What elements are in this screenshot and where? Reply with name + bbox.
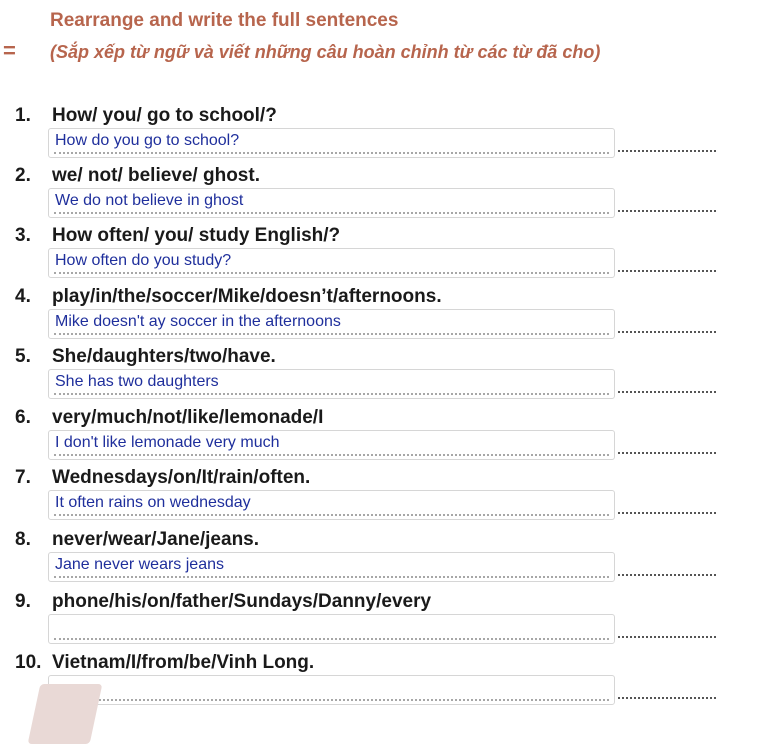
- answer-field[interactable]: [48, 309, 615, 339]
- exercise-item: [0, 225, 761, 285]
- question-text: Vietnam/I/from/be/Vinh Long.: [52, 652, 315, 673]
- question-prompt: [15, 105, 277, 127]
- question-prompt: [15, 346, 276, 368]
- question-text: Wednesdays/on/It/rain/often.: [52, 467, 311, 488]
- answer-field[interactable]: [48, 369, 615, 399]
- exercise-item: [0, 407, 761, 467]
- question-text: phone/his/on/father/Sundays/Danny/every: [52, 591, 432, 612]
- exercise-item: [0, 286, 761, 346]
- dotted-line-tail: [618, 331, 716, 333]
- answer-dotted-line: [54, 638, 609, 640]
- question-text: How often/ you/ study English/?: [52, 225, 341, 246]
- question-prompt: [15, 165, 260, 187]
- answer-field[interactable]: [48, 188, 615, 218]
- question-number: 5.: [15, 346, 31, 367]
- answer-field[interactable]: [48, 248, 615, 278]
- dotted-line-tail: [618, 512, 716, 514]
- answer-text: We do not believe in ghost: [55, 192, 244, 209]
- question-number: 2.: [15, 165, 31, 186]
- answer-text: Mike doesn't ay soccer in the afternoons: [55, 313, 341, 330]
- answer-text: It often rains on wednesday: [55, 494, 251, 511]
- question-text: very/much/not/like/lemonade/I: [52, 407, 324, 428]
- exercise-item: [0, 652, 761, 712]
- answer-text: Jane never wears jeans: [55, 556, 224, 573]
- question-prompt: [15, 591, 431, 613]
- answer-field[interactable]: [48, 490, 615, 520]
- question-number: 1.: [15, 105, 31, 126]
- section-marker: =: [3, 38, 16, 63]
- exercise-item: [0, 467, 761, 527]
- question-text: we/ not/ believe/ ghost.: [52, 165, 260, 186]
- answer-text: I don't like lemonade very much: [55, 434, 280, 451]
- question-prompt: [15, 529, 259, 551]
- answer-dotted-line: [54, 212, 609, 214]
- dotted-line-tail: [618, 574, 716, 576]
- exercise-item: [0, 529, 761, 589]
- answer-dotted-line: [54, 152, 609, 154]
- worksheet-title: Rearrange and write the full sentences: [50, 10, 399, 31]
- exercise-item: [0, 165, 761, 225]
- decorative-shape: [28, 684, 103, 744]
- answer-field[interactable]: [48, 614, 615, 644]
- question-prompt: [15, 467, 310, 489]
- answer-text: How often do you study?: [55, 252, 232, 269]
- question-text: never/wear/Jane/jeans.: [52, 529, 260, 550]
- answer-dotted-line: [54, 393, 609, 395]
- dotted-line-tail: [618, 210, 716, 212]
- answer-dotted-line: [54, 272, 609, 274]
- answer-field[interactable]: [48, 430, 615, 460]
- exercise-item: [0, 346, 761, 406]
- answer-field[interactable]: [48, 128, 615, 158]
- answer-text: She has two daughters: [55, 373, 219, 390]
- question-number: 8.: [15, 529, 31, 550]
- question-number: 4.: [15, 286, 31, 307]
- question-prompt: [15, 225, 340, 247]
- exercise-item: [0, 105, 761, 165]
- answer-dotted-line: [54, 576, 609, 578]
- question-prompt: [15, 286, 442, 308]
- dotted-line-tail: [618, 697, 716, 699]
- dotted-line-tail: [618, 452, 716, 454]
- question-number: 10.: [15, 652, 42, 673]
- question-text: How/ you/ go to school/?: [52, 105, 277, 126]
- question-text: She/daughters/two/have.: [52, 346, 276, 367]
- question-number: 3.: [15, 225, 31, 246]
- question-number: 6.: [15, 407, 31, 428]
- dotted-line-tail: [618, 391, 716, 393]
- answer-dotted-line: [54, 333, 609, 335]
- answer-dotted-line: [54, 699, 609, 701]
- answer-dotted-line: [54, 454, 609, 456]
- question-text: play/in/the/soccer/Mike/doesn’t/afternoons.: [52, 286, 442, 307]
- answer-dotted-line: [54, 514, 609, 516]
- dotted-line-tail: [618, 150, 716, 152]
- answer-field[interactable]: [48, 675, 615, 705]
- dotted-line-tail: [618, 636, 716, 638]
- dotted-line-tail: [618, 270, 716, 272]
- question-prompt: [15, 407, 323, 429]
- answer-field[interactable]: [48, 552, 615, 582]
- exercise-item: [0, 591, 761, 651]
- question-prompt: [15, 652, 314, 674]
- worksheet-subtitle: (Sắp xếp từ ngữ và viết những câu hoàn chỉnh từ các từ đã cho): [50, 42, 601, 62]
- question-number: 9.: [15, 591, 31, 612]
- answer-text: How do you go to school?: [55, 132, 240, 149]
- question-number: 7.: [15, 467, 31, 488]
